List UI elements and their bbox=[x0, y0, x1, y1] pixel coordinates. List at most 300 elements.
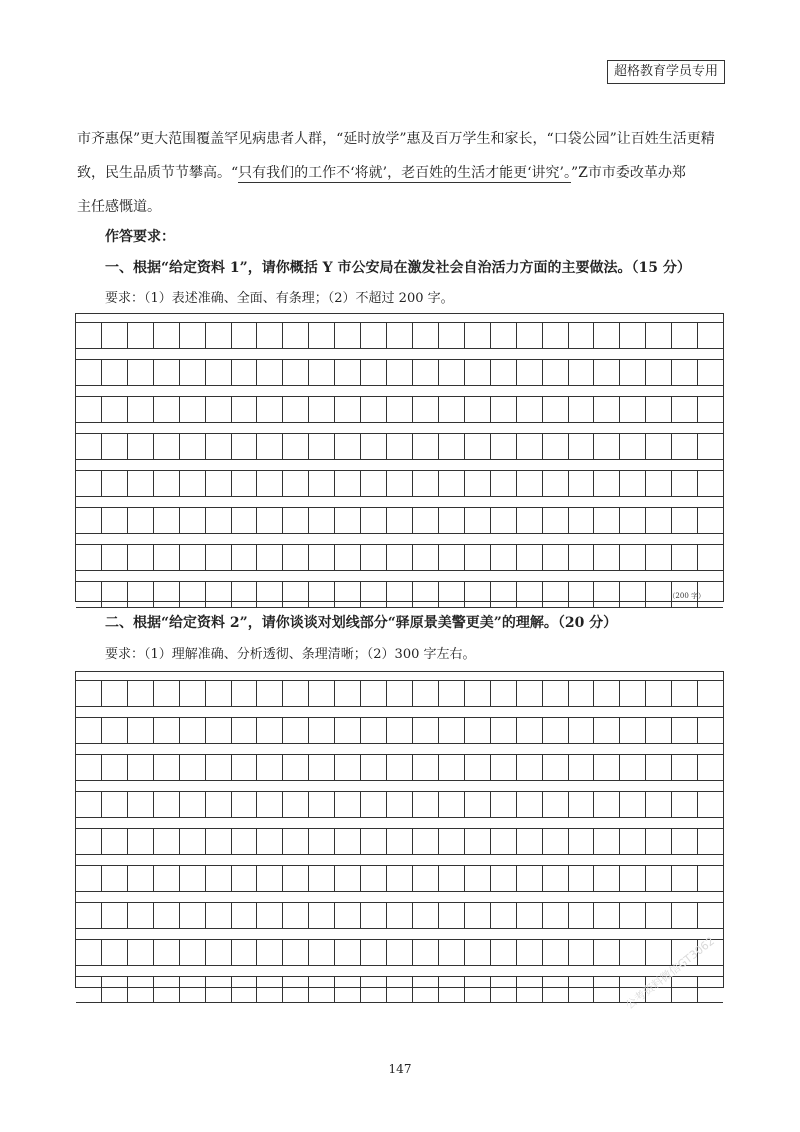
grid-cell[interactable] bbox=[516, 718, 542, 743]
grid-cell[interactable] bbox=[76, 718, 101, 743]
grid-cell[interactable] bbox=[438, 866, 464, 891]
grid-cell[interactable] bbox=[490, 582, 516, 607]
grid-cell[interactable] bbox=[464, 755, 490, 780]
grid-cell[interactable] bbox=[101, 360, 127, 385]
grid-cell[interactable] bbox=[619, 508, 645, 533]
grid-cell[interactable] bbox=[464, 903, 490, 928]
grid-cell[interactable] bbox=[593, 323, 619, 348]
grid-cell[interactable] bbox=[127, 977, 153, 1002]
grid-cell[interactable] bbox=[153, 323, 179, 348]
grid-cell[interactable] bbox=[308, 755, 334, 780]
grid-cell[interactable] bbox=[464, 434, 490, 459]
grid-cell[interactable] bbox=[464, 471, 490, 496]
grid-cell[interactable] bbox=[671, 323, 697, 348]
grid-cell[interactable] bbox=[438, 940, 464, 965]
grid-cell[interactable] bbox=[490, 792, 516, 817]
grid-cell[interactable] bbox=[256, 681, 282, 706]
grid-cell[interactable] bbox=[464, 940, 490, 965]
grid-cell[interactable] bbox=[205, 792, 231, 817]
grid-cell[interactable] bbox=[360, 792, 386, 817]
grid-cell[interactable] bbox=[101, 681, 127, 706]
grid-cell[interactable] bbox=[231, 866, 257, 891]
grid-cell[interactable] bbox=[593, 829, 619, 854]
grid-cell[interactable] bbox=[153, 434, 179, 459]
grid-cell[interactable] bbox=[671, 471, 697, 496]
grid-cell[interactable] bbox=[645, 829, 671, 854]
grid-cell[interactable] bbox=[542, 755, 568, 780]
grid-cell[interactable] bbox=[256, 792, 282, 817]
grid-cell[interactable] bbox=[231, 755, 257, 780]
grid-cell[interactable] bbox=[412, 681, 438, 706]
grid-cell[interactable] bbox=[76, 829, 101, 854]
grid-cell[interactable] bbox=[76, 681, 101, 706]
grid-cell[interactable] bbox=[619, 434, 645, 459]
grid-cell[interactable] bbox=[256, 755, 282, 780]
grid-cell[interactable] bbox=[568, 545, 594, 570]
grid-cell[interactable] bbox=[334, 545, 360, 570]
grid-cell[interactable] bbox=[386, 977, 412, 1002]
grid-cell[interactable] bbox=[256, 323, 282, 348]
grid-cell[interactable] bbox=[308, 866, 334, 891]
grid-cell[interactable] bbox=[282, 360, 308, 385]
grid-cell[interactable] bbox=[645, 434, 671, 459]
grid-cell[interactable] bbox=[516, 545, 542, 570]
grid-cell[interactable] bbox=[101, 977, 127, 1002]
grid-cell[interactable] bbox=[153, 718, 179, 743]
grid-cell[interactable] bbox=[231, 582, 257, 607]
grid-cell[interactable] bbox=[282, 508, 308, 533]
grid-cell[interactable] bbox=[386, 471, 412, 496]
grid-cell[interactable] bbox=[593, 940, 619, 965]
grid-cell[interactable] bbox=[490, 397, 516, 422]
grid-cell[interactable] bbox=[127, 829, 153, 854]
grid-cell[interactable] bbox=[360, 755, 386, 780]
grid-cell[interactable] bbox=[231, 681, 257, 706]
grid-cell[interactable] bbox=[360, 508, 386, 533]
grid-cell[interactable] bbox=[593, 903, 619, 928]
grid-cell[interactable] bbox=[671, 829, 697, 854]
grid-cell[interactable] bbox=[593, 360, 619, 385]
grid-cell[interactable] bbox=[542, 903, 568, 928]
grid-cell[interactable] bbox=[697, 545, 723, 570]
grid-cell[interactable] bbox=[101, 866, 127, 891]
grid-cell[interactable] bbox=[697, 718, 723, 743]
grid-cell[interactable] bbox=[76, 792, 101, 817]
grid-cell[interactable] bbox=[516, 508, 542, 533]
grid-cell[interactable] bbox=[76, 940, 101, 965]
grid-cell[interactable] bbox=[282, 792, 308, 817]
grid-cell[interactable] bbox=[360, 397, 386, 422]
grid-cell[interactable] bbox=[360, 903, 386, 928]
grid-cell[interactable] bbox=[645, 792, 671, 817]
grid-cell[interactable] bbox=[593, 397, 619, 422]
grid-cell[interactable] bbox=[231, 903, 257, 928]
grid-cell[interactable] bbox=[697, 434, 723, 459]
grid-cell[interactable] bbox=[490, 545, 516, 570]
grid-cell[interactable] bbox=[76, 866, 101, 891]
grid-cell[interactable] bbox=[593, 681, 619, 706]
grid-cell[interactable] bbox=[101, 471, 127, 496]
grid-cell[interactable] bbox=[568, 977, 594, 1002]
grid-cell[interactable] bbox=[438, 471, 464, 496]
grid-cell[interactable] bbox=[697, 323, 723, 348]
grid-cell[interactable] bbox=[619, 903, 645, 928]
grid-cell[interactable] bbox=[645, 903, 671, 928]
grid-cell[interactable] bbox=[568, 829, 594, 854]
grid-cell[interactable] bbox=[516, 582, 542, 607]
grid-cell[interactable] bbox=[256, 829, 282, 854]
grid-cell[interactable] bbox=[516, 903, 542, 928]
grid-cell[interactable] bbox=[568, 718, 594, 743]
grid-cell[interactable] bbox=[438, 545, 464, 570]
grid-cell[interactable] bbox=[205, 508, 231, 533]
grid-cell[interactable] bbox=[179, 866, 205, 891]
grid-cell[interactable] bbox=[360, 360, 386, 385]
grid-cell[interactable] bbox=[76, 434, 101, 459]
grid-cell[interactable] bbox=[386, 323, 412, 348]
grid-cell[interactable] bbox=[386, 434, 412, 459]
grid-cell[interactable] bbox=[438, 360, 464, 385]
grid-cell[interactable] bbox=[697, 866, 723, 891]
grid-cell[interactable] bbox=[438, 977, 464, 1002]
grid-cell[interactable] bbox=[231, 792, 257, 817]
grid-cell[interactable] bbox=[542, 866, 568, 891]
grid-cell[interactable] bbox=[179, 681, 205, 706]
grid-cell[interactable] bbox=[464, 323, 490, 348]
grid-cell[interactable] bbox=[542, 397, 568, 422]
grid-cell[interactable] bbox=[490, 940, 516, 965]
grid-cell[interactable] bbox=[179, 792, 205, 817]
grid-cell[interactable] bbox=[619, 829, 645, 854]
grid-cell[interactable] bbox=[256, 360, 282, 385]
grid-cell[interactable] bbox=[619, 323, 645, 348]
grid-cell[interactable] bbox=[386, 681, 412, 706]
grid-cell[interactable] bbox=[568, 792, 594, 817]
grid-cell[interactable] bbox=[205, 545, 231, 570]
grid-cell[interactable] bbox=[360, 323, 386, 348]
grid-cell[interactable] bbox=[127, 397, 153, 422]
grid-cell[interactable] bbox=[282, 903, 308, 928]
grid-cell[interactable] bbox=[438, 434, 464, 459]
grid-cell[interactable] bbox=[179, 977, 205, 1002]
grid-cell[interactable] bbox=[334, 397, 360, 422]
grid-cell[interactable] bbox=[490, 977, 516, 1002]
grid-cell[interactable] bbox=[568, 471, 594, 496]
grid-cell[interactable] bbox=[619, 792, 645, 817]
grid-cell[interactable] bbox=[412, 545, 438, 570]
grid-cell[interactable] bbox=[412, 829, 438, 854]
grid-cell[interactable] bbox=[516, 397, 542, 422]
grid-cell[interactable] bbox=[542, 582, 568, 607]
grid-cell[interactable] bbox=[205, 718, 231, 743]
grid-cell[interactable] bbox=[205, 471, 231, 496]
grid-cell[interactable] bbox=[282, 977, 308, 1002]
grid-cell[interactable] bbox=[231, 397, 257, 422]
grid-cell[interactable] bbox=[619, 755, 645, 780]
grid-cell[interactable] bbox=[334, 471, 360, 496]
grid-cell[interactable] bbox=[438, 323, 464, 348]
grid-cell[interactable] bbox=[127, 681, 153, 706]
grid-cell[interactable] bbox=[671, 755, 697, 780]
grid-cell[interactable] bbox=[153, 829, 179, 854]
grid-cell[interactable] bbox=[464, 397, 490, 422]
grid-cell[interactable] bbox=[568, 755, 594, 780]
grid-cell[interactable] bbox=[697, 397, 723, 422]
answer-grid-2[interactable] bbox=[75, 671, 724, 988]
grid-cell[interactable] bbox=[386, 866, 412, 891]
grid-cell[interactable] bbox=[671, 397, 697, 422]
grid-cell[interactable] bbox=[334, 508, 360, 533]
grid-cell[interactable] bbox=[127, 755, 153, 780]
grid-cell[interactable] bbox=[645, 508, 671, 533]
grid-cell[interactable] bbox=[386, 360, 412, 385]
grid-cell[interactable] bbox=[179, 718, 205, 743]
grid-cell[interactable] bbox=[464, 977, 490, 1002]
grid-cell[interactable] bbox=[542, 434, 568, 459]
grid-cell[interactable] bbox=[127, 940, 153, 965]
grid-cell[interactable] bbox=[101, 434, 127, 459]
grid-cell[interactable] bbox=[593, 755, 619, 780]
grid-cell[interactable] bbox=[619, 582, 645, 607]
grid-cell[interactable] bbox=[256, 397, 282, 422]
grid-cell[interactable] bbox=[231, 718, 257, 743]
grid-cell[interactable] bbox=[438, 792, 464, 817]
grid-cell[interactable] bbox=[490, 718, 516, 743]
grid-cell[interactable] bbox=[360, 866, 386, 891]
grid-cell[interactable] bbox=[76, 360, 101, 385]
grid-cell[interactable] bbox=[593, 508, 619, 533]
grid-cell[interactable] bbox=[386, 829, 412, 854]
grid-cell[interactable] bbox=[568, 508, 594, 533]
grid-cell[interactable] bbox=[671, 545, 697, 570]
grid-cell[interactable] bbox=[645, 866, 671, 891]
grid-cell[interactable] bbox=[697, 471, 723, 496]
grid-cell[interactable] bbox=[282, 434, 308, 459]
grid-cell[interactable] bbox=[619, 681, 645, 706]
grid-cell[interactable] bbox=[645, 360, 671, 385]
grid-cell[interactable] bbox=[334, 977, 360, 1002]
grid-cell[interactable] bbox=[282, 545, 308, 570]
grid-cell[interactable] bbox=[360, 434, 386, 459]
grid-cell[interactable] bbox=[412, 360, 438, 385]
grid-cell[interactable] bbox=[645, 545, 671, 570]
grid-cell[interactable] bbox=[490, 829, 516, 854]
grid-cell[interactable] bbox=[101, 940, 127, 965]
grid-cell[interactable] bbox=[412, 508, 438, 533]
grid-cell[interactable] bbox=[153, 582, 179, 607]
grid-cell[interactable] bbox=[697, 792, 723, 817]
grid-cell[interactable] bbox=[101, 755, 127, 780]
grid-cell[interactable] bbox=[490, 903, 516, 928]
grid-cell[interactable] bbox=[464, 360, 490, 385]
grid-cell[interactable] bbox=[671, 977, 697, 1002]
grid-cell[interactable] bbox=[179, 582, 205, 607]
grid-cell[interactable] bbox=[360, 977, 386, 1002]
grid-cell[interactable] bbox=[179, 903, 205, 928]
grid-cell[interactable] bbox=[153, 792, 179, 817]
grid-cell[interactable] bbox=[231, 471, 257, 496]
grid-cell[interactable] bbox=[127, 582, 153, 607]
grid-cell[interactable] bbox=[542, 360, 568, 385]
grid-cell[interactable] bbox=[205, 940, 231, 965]
grid-cell[interactable] bbox=[593, 977, 619, 1002]
grid-cell[interactable] bbox=[619, 718, 645, 743]
grid-cell[interactable] bbox=[516, 940, 542, 965]
grid-cell[interactable] bbox=[153, 755, 179, 780]
grid-cell[interactable] bbox=[282, 681, 308, 706]
grid-cell[interactable] bbox=[490, 755, 516, 780]
grid-cell[interactable] bbox=[671, 866, 697, 891]
grid-cell[interactable] bbox=[542, 718, 568, 743]
grid-cell[interactable] bbox=[645, 323, 671, 348]
grid-cell[interactable] bbox=[308, 681, 334, 706]
grid-cell[interactable] bbox=[205, 829, 231, 854]
grid-cell[interactable] bbox=[179, 829, 205, 854]
grid-cell[interactable] bbox=[308, 360, 334, 385]
grid-cell[interactable] bbox=[231, 940, 257, 965]
grid-cell[interactable] bbox=[334, 903, 360, 928]
grid-cell[interactable] bbox=[516, 977, 542, 1002]
grid-cell[interactable] bbox=[205, 755, 231, 780]
grid-cell[interactable] bbox=[490, 681, 516, 706]
grid-cell[interactable] bbox=[386, 582, 412, 607]
grid-cell[interactable] bbox=[334, 360, 360, 385]
grid-cell[interactable] bbox=[308, 434, 334, 459]
grid-cell[interactable] bbox=[697, 681, 723, 706]
grid-cell[interactable] bbox=[308, 792, 334, 817]
grid-cell[interactable] bbox=[438, 903, 464, 928]
grid-cell[interactable] bbox=[490, 508, 516, 533]
grid-cell[interactable] bbox=[438, 681, 464, 706]
grid-cell[interactable] bbox=[412, 977, 438, 1002]
grid-cell[interactable] bbox=[282, 940, 308, 965]
grid-cell[interactable] bbox=[334, 940, 360, 965]
grid-cell[interactable] bbox=[256, 977, 282, 1002]
grid-cell[interactable] bbox=[127, 792, 153, 817]
grid-cell[interactable] bbox=[516, 829, 542, 854]
grid-cell[interactable] bbox=[308, 471, 334, 496]
grid-cell[interactable] bbox=[438, 582, 464, 607]
grid-cell[interactable] bbox=[671, 508, 697, 533]
grid-cell[interactable] bbox=[464, 545, 490, 570]
grid-cell[interactable] bbox=[542, 508, 568, 533]
grid-cell[interactable] bbox=[516, 792, 542, 817]
grid-cell[interactable] bbox=[360, 681, 386, 706]
grid-cell[interactable] bbox=[127, 508, 153, 533]
grid-cell[interactable] bbox=[205, 681, 231, 706]
grid-cell[interactable] bbox=[516, 323, 542, 348]
grid-cell[interactable] bbox=[464, 718, 490, 743]
grid-cell[interactable] bbox=[671, 792, 697, 817]
grid-cell[interactable] bbox=[516, 360, 542, 385]
grid-cell[interactable] bbox=[205, 866, 231, 891]
grid-cell[interactable] bbox=[671, 434, 697, 459]
grid-cell[interactable] bbox=[231, 323, 257, 348]
grid-cell[interactable] bbox=[619, 360, 645, 385]
grid-cell[interactable] bbox=[360, 718, 386, 743]
grid-cell[interactable] bbox=[645, 755, 671, 780]
grid-cell[interactable] bbox=[619, 866, 645, 891]
grid-cell[interactable] bbox=[360, 471, 386, 496]
grid-cell[interactable] bbox=[490, 471, 516, 496]
grid-cell[interactable] bbox=[438, 755, 464, 780]
grid-cell[interactable] bbox=[153, 397, 179, 422]
grid-cell[interactable] bbox=[464, 829, 490, 854]
grid-cell[interactable] bbox=[697, 360, 723, 385]
grid-cell[interactable] bbox=[153, 903, 179, 928]
grid-cell[interactable] bbox=[645, 940, 671, 965]
grid-cell[interactable] bbox=[671, 903, 697, 928]
grid-cell[interactable] bbox=[593, 718, 619, 743]
grid-cell[interactable] bbox=[697, 829, 723, 854]
grid-cell[interactable] bbox=[645, 582, 671, 607]
grid-cell[interactable] bbox=[282, 755, 308, 780]
grid-cell[interactable] bbox=[308, 582, 334, 607]
grid-cell[interactable] bbox=[464, 792, 490, 817]
grid-cell[interactable] bbox=[386, 792, 412, 817]
grid-cell[interactable] bbox=[360, 582, 386, 607]
grid-cell[interactable] bbox=[308, 508, 334, 533]
grid-cell[interactable] bbox=[464, 681, 490, 706]
grid-cell[interactable] bbox=[101, 903, 127, 928]
grid-cell[interactable] bbox=[593, 545, 619, 570]
grid-cell[interactable] bbox=[516, 866, 542, 891]
grid-cell[interactable] bbox=[127, 360, 153, 385]
grid-cell[interactable] bbox=[516, 471, 542, 496]
grid-cell[interactable] bbox=[101, 792, 127, 817]
grid-cell[interactable] bbox=[231, 829, 257, 854]
grid-cell[interactable] bbox=[231, 434, 257, 459]
grid-cell[interactable] bbox=[386, 397, 412, 422]
grid-cell[interactable] bbox=[101, 508, 127, 533]
grid-cell[interactable] bbox=[697, 977, 723, 1002]
grid-cell[interactable] bbox=[412, 792, 438, 817]
grid-cell[interactable] bbox=[179, 940, 205, 965]
grid-cell[interactable] bbox=[619, 545, 645, 570]
grid-cell[interactable] bbox=[568, 866, 594, 891]
grid-cell[interactable] bbox=[645, 718, 671, 743]
grid-cell[interactable] bbox=[386, 508, 412, 533]
grid-cell[interactable] bbox=[542, 471, 568, 496]
grid-cell[interactable] bbox=[593, 792, 619, 817]
grid-cell[interactable] bbox=[516, 755, 542, 780]
grid-cell[interactable] bbox=[334, 718, 360, 743]
grid-cell[interactable] bbox=[568, 360, 594, 385]
grid-cell[interactable] bbox=[308, 718, 334, 743]
grid-cell[interactable] bbox=[412, 582, 438, 607]
grid-cell[interactable] bbox=[697, 508, 723, 533]
grid-cell[interactable] bbox=[76, 471, 101, 496]
grid-cell[interactable] bbox=[101, 582, 127, 607]
grid-cell[interactable] bbox=[593, 582, 619, 607]
grid-cell[interactable] bbox=[490, 323, 516, 348]
grid-cell[interactable] bbox=[568, 940, 594, 965]
grid-cell[interactable] bbox=[179, 508, 205, 533]
grid-cell[interactable] bbox=[464, 582, 490, 607]
grid-cell[interactable] bbox=[645, 397, 671, 422]
grid-cell[interactable] bbox=[438, 718, 464, 743]
grid-cell[interactable] bbox=[360, 940, 386, 965]
grid-cell[interactable] bbox=[412, 755, 438, 780]
grid-cell[interactable] bbox=[76, 323, 101, 348]
grid-cell[interactable] bbox=[568, 397, 594, 422]
grid-cell[interactable] bbox=[490, 360, 516, 385]
grid-cell[interactable] bbox=[568, 434, 594, 459]
grid-cell[interactable] bbox=[619, 471, 645, 496]
grid-cell[interactable] bbox=[308, 323, 334, 348]
grid-cell[interactable] bbox=[334, 829, 360, 854]
grid-cell[interactable] bbox=[412, 397, 438, 422]
